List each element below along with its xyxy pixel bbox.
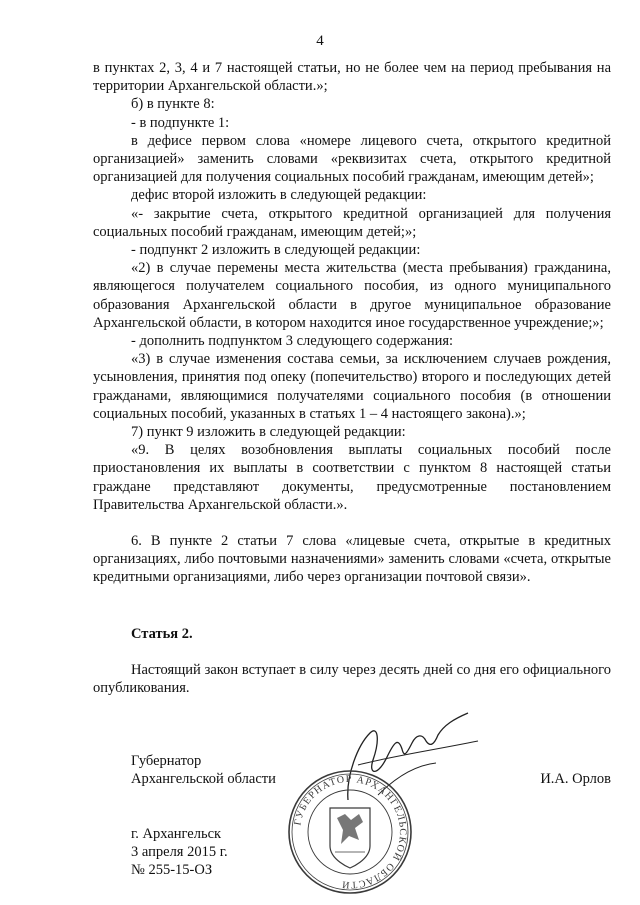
seal-text: ГУБЕРНАТОР АРХАНГЕЛЬСКОЙ ОБЛАСТИ: [292, 773, 409, 891]
amendment-paragraph: «9. В целях возобновления выплаты социальных пособий после приостановления их выплаты в соответствии с пунктом 8 настоящей статьи граждане представляют документы, предусмотренные постановлением Правительства Архангельской области.».: [93, 442, 611, 513]
amendment-paragraph: б) в пункте 8:: [131, 96, 215, 113]
amendment-paragraph: дефис второй изложить в следующей редакции:: [131, 187, 427, 204]
amendment-paragraph: «2) в случае перемены места жительства (места пребывания) гражданина, являющегося получателем социального пособия, из одного муниципального образования Архангельской области в другое муниципальное образование Архангельской области, в котором находится иное государственное учреждение;»;: [93, 260, 611, 331]
document-body: [93, 59, 611, 697]
place-date-block: [131, 825, 228, 880]
amendment-paragraph: 7) пункт 9 изложить в следующей редакции:: [131, 424, 406, 441]
amendment-paragraph: в пунктах 2, 3, 4 и 7 настоящей статьи, но не более чем на период пребывания на территории Архангельской области.»;: [93, 60, 611, 95]
amendment-paragraph: - дополнить подпунктом 3 следующего содержания:: [131, 333, 454, 350]
signer-name: И.А. Орлов: [540, 771, 611, 788]
city: г. Архангельск: [131, 826, 222, 842]
page-number: 4: [316, 33, 324, 49]
amendment-paragraph: «- закрытие счета, открытого кредитной организацией для получения социальных пособий гражданам, имеющим детей;»;: [93, 205, 611, 240]
paragraph-6: 6. В пункте 2 статьи 7 слова «лицевые счета, открытые в кредитных организациях, либо почтовыми назначениями» заменить словами «счета, открытые кредитными организациями, либо через организации почтовой связи».: [93, 533, 611, 586]
amendment-paragraphs: [93, 59, 611, 514]
amendment-paragraph: - в подпункте 1:: [131, 114, 230, 131]
amendment-paragraph: «3) в случае изменения состава семьи, за исключением случаев рождения, усыновления, принятия под опеку (попечительство) второго и последующих детей гражданами, являющимися получателями социального пособия (в отношении социальных пособий, указанных в статьях 1 – 4 настоящего закона).»;: [93, 351, 611, 422]
article-text: Настоящий закон вступает в силу через десять дней со дня его официального опубликования.: [93, 661, 611, 697]
amendment-paragraph: - подпункт 2 изложить в следующей редакции:: [131, 242, 421, 259]
law-number: № 255-15-ОЗ: [131, 862, 213, 879]
date: 3 апреля 2015 г.: [131, 844, 228, 861]
article-heading: Статья 2.: [131, 625, 193, 642]
signer-region: Архангельской области: [131, 771, 276, 788]
signer-title: Губернатор: [131, 753, 202, 769]
signature-block: [131, 752, 611, 788]
amendment-paragraph: в дефисе первом слова «номере лицевого счета, открытого кредитной организацией» заменить словами «реквизитах счета, открытого кредитной организацией для получения социальных пособий гражданам, имеющим детей»;: [93, 132, 611, 186]
